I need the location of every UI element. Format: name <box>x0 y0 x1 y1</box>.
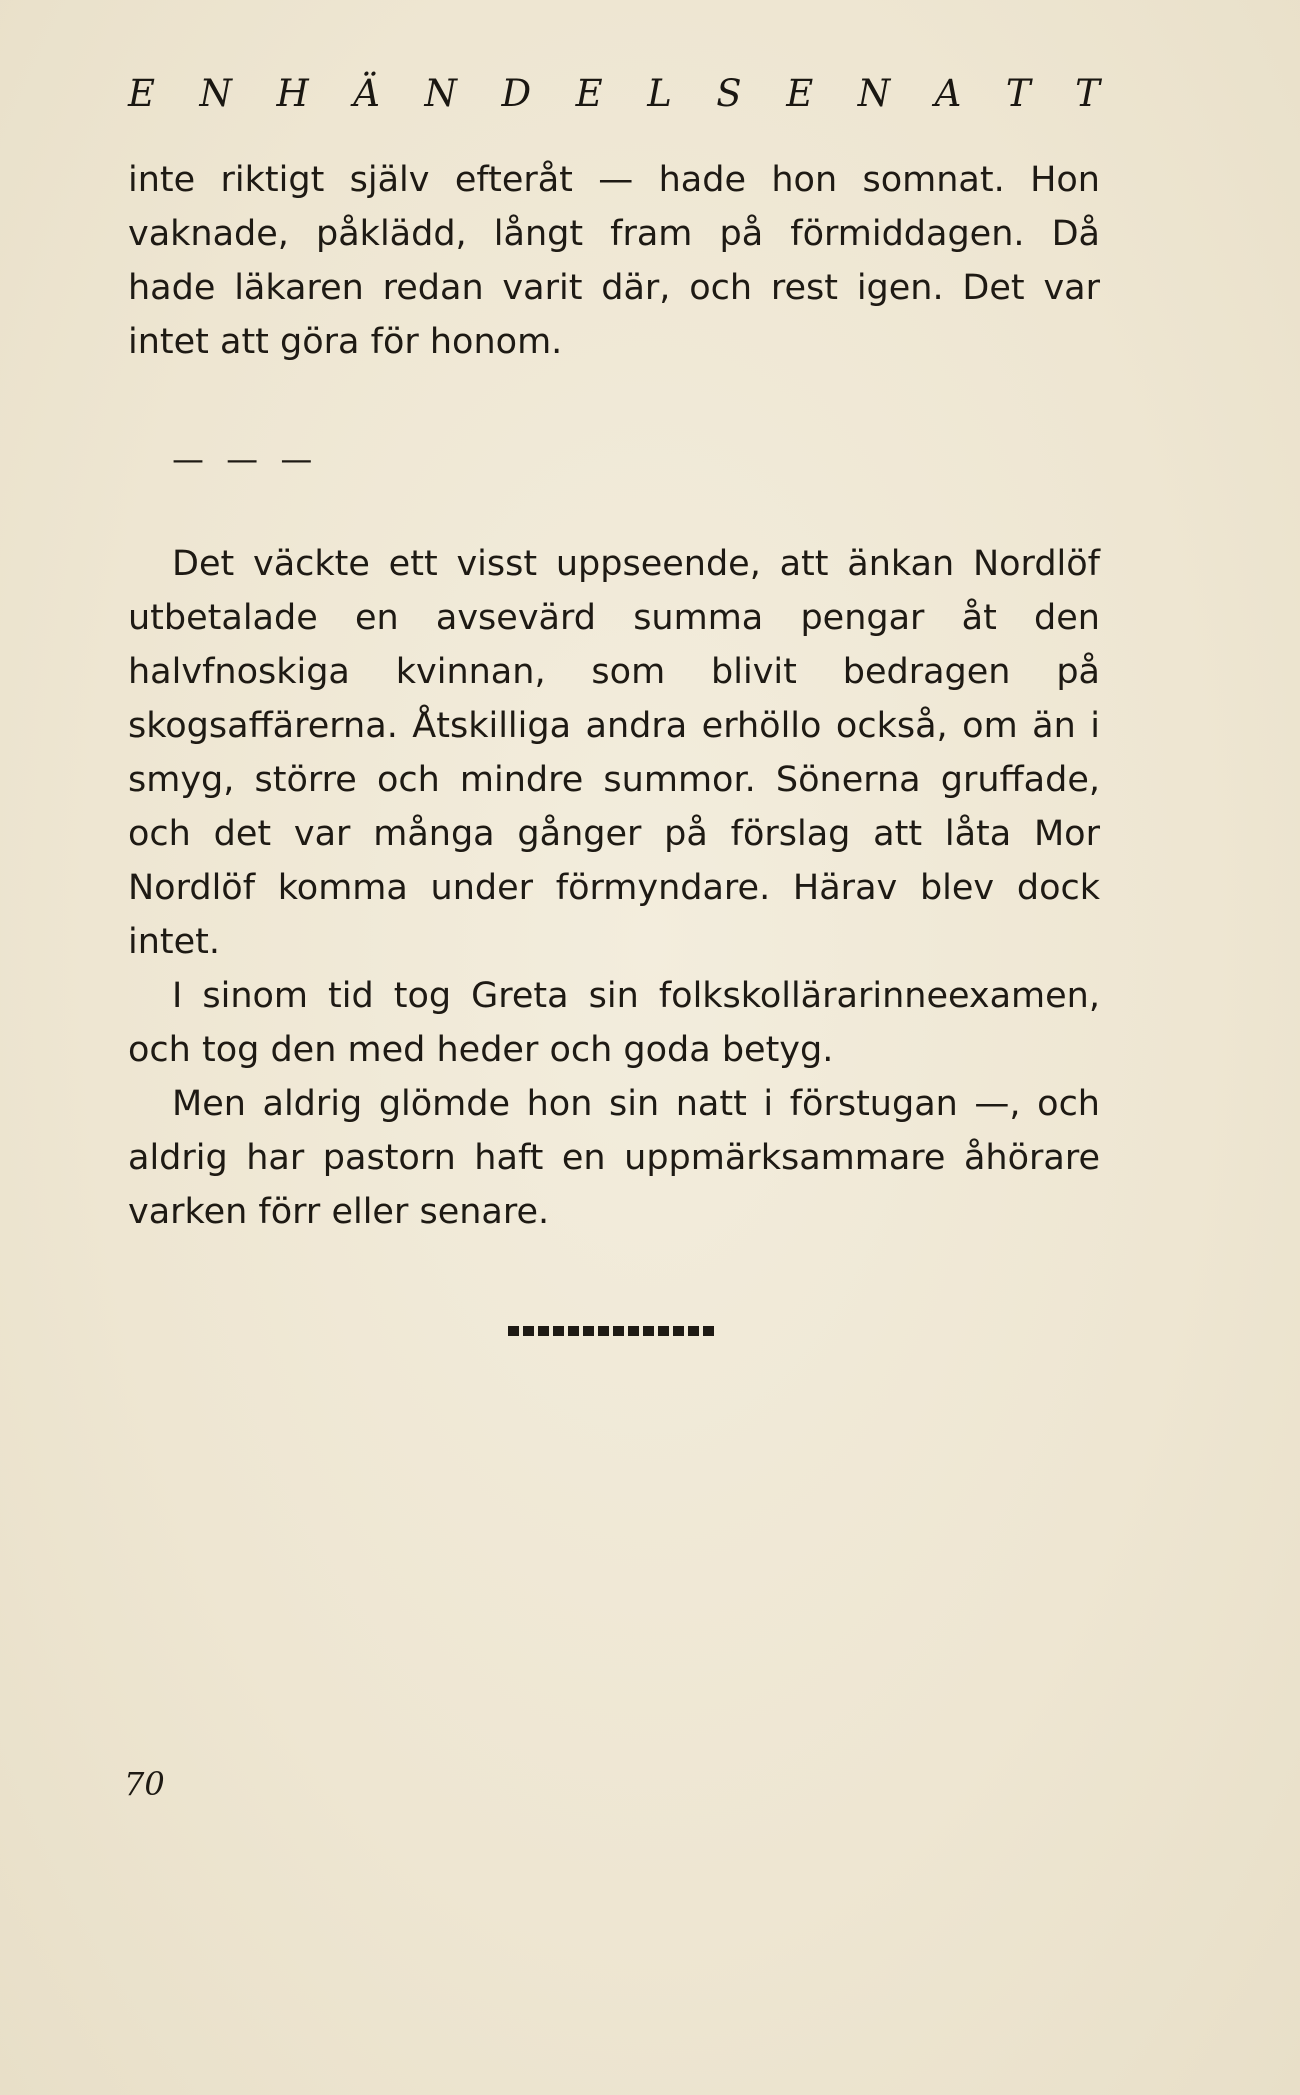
section-separator: — — — <box>172 440 319 478</box>
header-letter: N <box>199 72 232 115</box>
section-one <box>128 153 1100 369</box>
paragraph: I sinom tid tog Greta sin folkskollärarinneexamen, och tog den med heder och goda betyg. <box>128 976 1100 1070</box>
section-two <box>128 537 1100 1239</box>
header-letter: E <box>786 72 814 115</box>
page-number: 70 <box>124 1765 165 1803</box>
header-letter: N <box>857 72 891 115</box>
header-letter: Ä <box>353 72 380 115</box>
running-head <box>128 72 1100 115</box>
paragraph-continued: inte riktigt själv efteråt — hade hon somnat. Hon vaknade, påklädd, långt fram på förmiddagen. Då hade läkaren redan varit där, och rest igen. Det var intet att göra för honom. <box>128 160 1100 362</box>
header-letter: D <box>501 72 532 115</box>
header-letter: T <box>1075 72 1100 115</box>
end-ornament <box>508 1326 714 1336</box>
header-letter: H <box>276 72 309 115</box>
header-letter: L <box>647 72 672 115</box>
paragraph: Men aldrig glömde hon sin natt i förstugan —, och aldrig har pastorn haft en uppmärksammare åhörare varken förr eller senare. <box>128 1084 1100 1232</box>
header-letter: T <box>1005 72 1031 115</box>
header-letter: E <box>575 72 603 115</box>
header-letter: A <box>934 72 962 115</box>
paragraph: Det väckte ett visst uppseende, att änkan Nordlöf utbetalade en avsevärd summa pengar åt den halvfnoskiga kvinnan, som blivit bedragen på skogsaffärerna. Åtskilliga andra erhöllo också, om än i smyg, större och mindre summor. Sönerna gruffade, och det var många gånger på förslag att låta Mor Nordlöf komma under förmyndare. Härav blev dock intet. <box>128 544 1100 962</box>
header-letter: E <box>128 72 156 115</box>
header-letter: S <box>716 72 742 115</box>
header-letter: N <box>424 72 457 115</box>
